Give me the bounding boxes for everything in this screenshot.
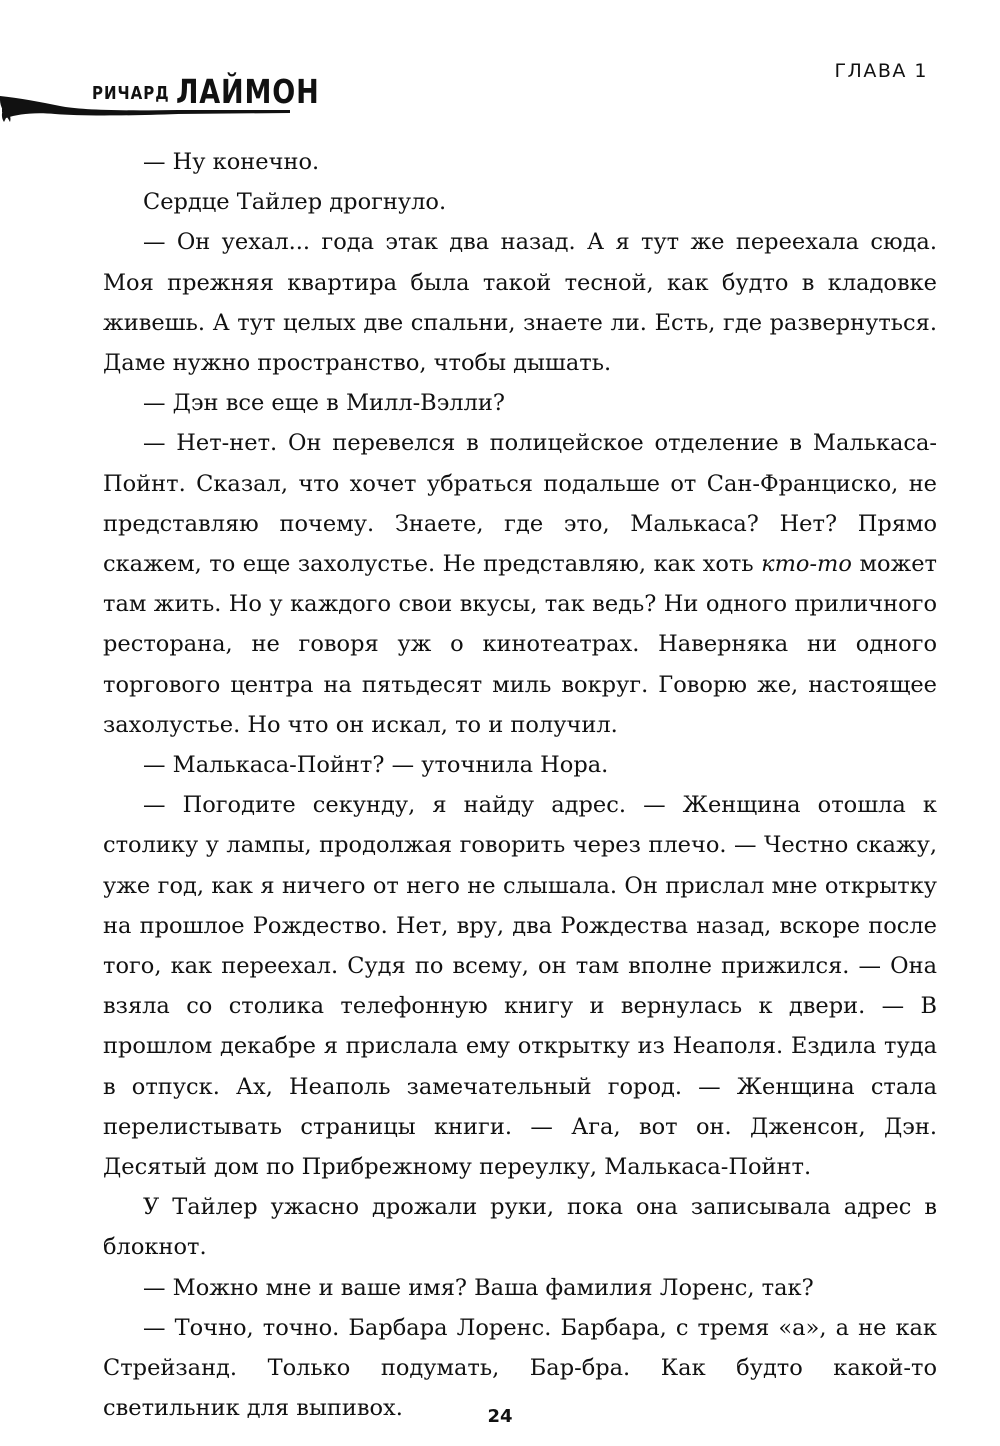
paragraph-text: может там жить. Но у каждого свои вкусы, так ведь? Ни одного приличного ресторана, не говоря уж о кинотеатрах. Наверняка ни одного торгового центра на пятьдесят миль вокруг. Говорю же, настоящее захолустье. Но что он искал, то и получил.	[103, 551, 937, 738]
paragraph: Сердце Тайлер дрогнуло.	[143, 189, 447, 216]
emphasized-text: кто-то	[761, 551, 852, 578]
paragraph	[103, 423, 937, 745]
paragraph: У Тайлер ужасно дрожали руки, пока она записывала адрес в блокнот.	[103, 1194, 937, 1261]
paragraph: — Точно, точно. Барбара Лоренс. Барбара, с тремя «а», а не как Стрейзанд. Только подумать, Бар-бра. Как будто какой-то светильник для выпивох.	[103, 1314, 937, 1422]
page-body	[103, 142, 937, 1429]
paragraph: — Ну конечно.	[143, 149, 320, 175]
page-number: 24	[487, 1406, 513, 1427]
page-header	[0, 0, 1000, 130]
paragraph: — Погодите секунду, я найду адрес. — Женщина отошла к столику у лампы, продолжая говорить через плечо. — Честно скажу, уже год, как я ничего от него не слышала. Он прислал мне открытку на прошлое Рождество. Нет, вру, два Рождества назад, вскоре после того, как переехал. Судя по всему, он там вполне прижился. — Она взяла со столика телефонную книгу и вернулась к двери. — В прошлом декабре я прислала ему открытку из Неаполя. Ездила туда в отпуск. Ах, Неаполь замечательный город. — Женщина стала перелистывать страницы книги. — Ага, вот он. Дженсон, Дэн. Десятый дом по Прибрежному переулку, Малькаса-Пойнт.	[103, 792, 937, 1181]
chapter-title: ГЛАВА 1	[834, 60, 928, 82]
paragraph: — Он уехал... года этак два назад. А я тут же переехала сюда. Моя прежняя квартира была такой тесной, как будто в кладовке живешь. А тут целых две спальни, знаете ли. Есть, где развернуться. Даме нужно пространство, чтобы дышать.	[103, 229, 937, 377]
author-logo	[0, 70, 320, 130]
paragraph: — Малькаса-Пойнт? — уточнила Нора.	[143, 752, 609, 779]
paragraph-text: — Нет-нет. Он перевелся в полицейское отделение в Малькаса-Пойнт. Сказал, что хочет убраться подальше от Сан-Франциско, не представляю почему. Знаете, где это, Малькаса? Нет? Прямо скажем, то еще захолустье. Не представляю, как хоть	[103, 430, 937, 578]
paragraph: — Можно мне и ваше имя? Ваша фамилия Лоренс, так?	[143, 1274, 814, 1301]
author-last-name: ЛАЙМОН	[176, 72, 320, 111]
author-first-name: РИЧАРД	[92, 82, 170, 104]
paragraph: — Дэн все еще в Милл-Вэлли?	[143, 390, 505, 417]
